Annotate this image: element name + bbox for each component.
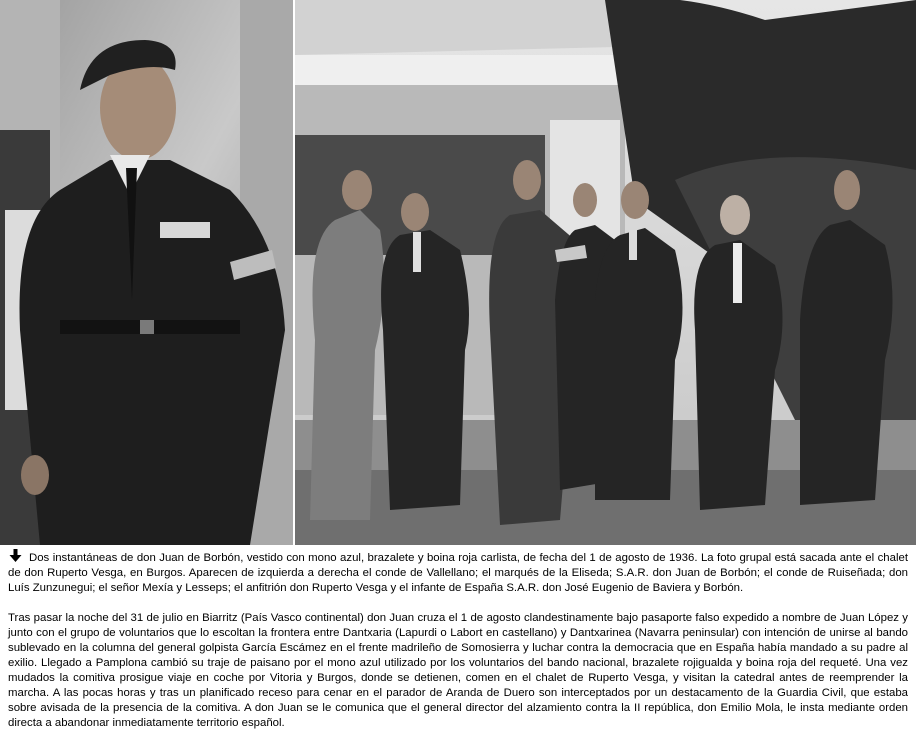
group-photo <box>295 0 916 545</box>
caption-paragraph-2 <box>8 611 908 731</box>
photo-caption <box>8 549 908 746</box>
portrait-photo <box>0 0 293 545</box>
caption-text-2: Tras pasar la noche del 31 de julio en Biarritz (País Vasco continental) don Juan cruza el 1 de agosto clandestinamente bajo pasaporte falso expedido a nombre de Juan López y junto con el grupo de voluntarios que lo escoltan la frontera entre Dantxaria (Lapurdi o Labort en castellano) y Dantxarinea (Navarra peninsular) con intención de unirse al bando sublevado en la columna del general golpista García Escámez en el frente madrileño de Somosierra y luchar contra la democracia que en España había mandado a su padre al exilio. Llegado a Pamplona cambió su traje de paisano por el mono azul utilizado por los voluntarios del bando nacional, brazalete rojigualda y boina roja del requeté. Una vez mudados la comitiva prosigue viaje en coche por Vitoria y Burgos, donde se detienen, comen en el chalet de Ruperto Vesga, y visitan la catedral antes de reemprender la marcha. A las pocas horas y tras un planificado receso para cenar en el parador de Aranda de Duero son interceptados por un destacamento de la Guardia Civil, que estaba sobre avisada de la presencia de la comitiva. A don Juan se le comunica que el general director del alzamiento contra la II república, don Emilio Mola, le insta mediante orden directa a abandonar inmediatamente territorio español. <box>8 612 908 729</box>
arrow-down-icon <box>8 549 23 562</box>
caption-paragraph-1 <box>8 549 908 596</box>
caption-text-1: Dos instantáneas de don Juan de Borbón, vestido con mono azul, brazalete y boina roja carlista, de fecha del 1 de agosto de 1936. La foto grupal está sacada ante el chalet de don Ruperto Vesga, en Burgos. Aparecen de izquierda a derecha el conde de Vallellano; el marqués de la Eliseda; S.A.R. don Juan de Borbón; el conde de Ruiseñada; don Luís Zunzunegui; el señor Mexía y Lesseps; el anfitrión don Ruperto Vesga y el infante de España S.A.R. don José Eugenio de Baviera y Borbón. <box>8 552 908 594</box>
